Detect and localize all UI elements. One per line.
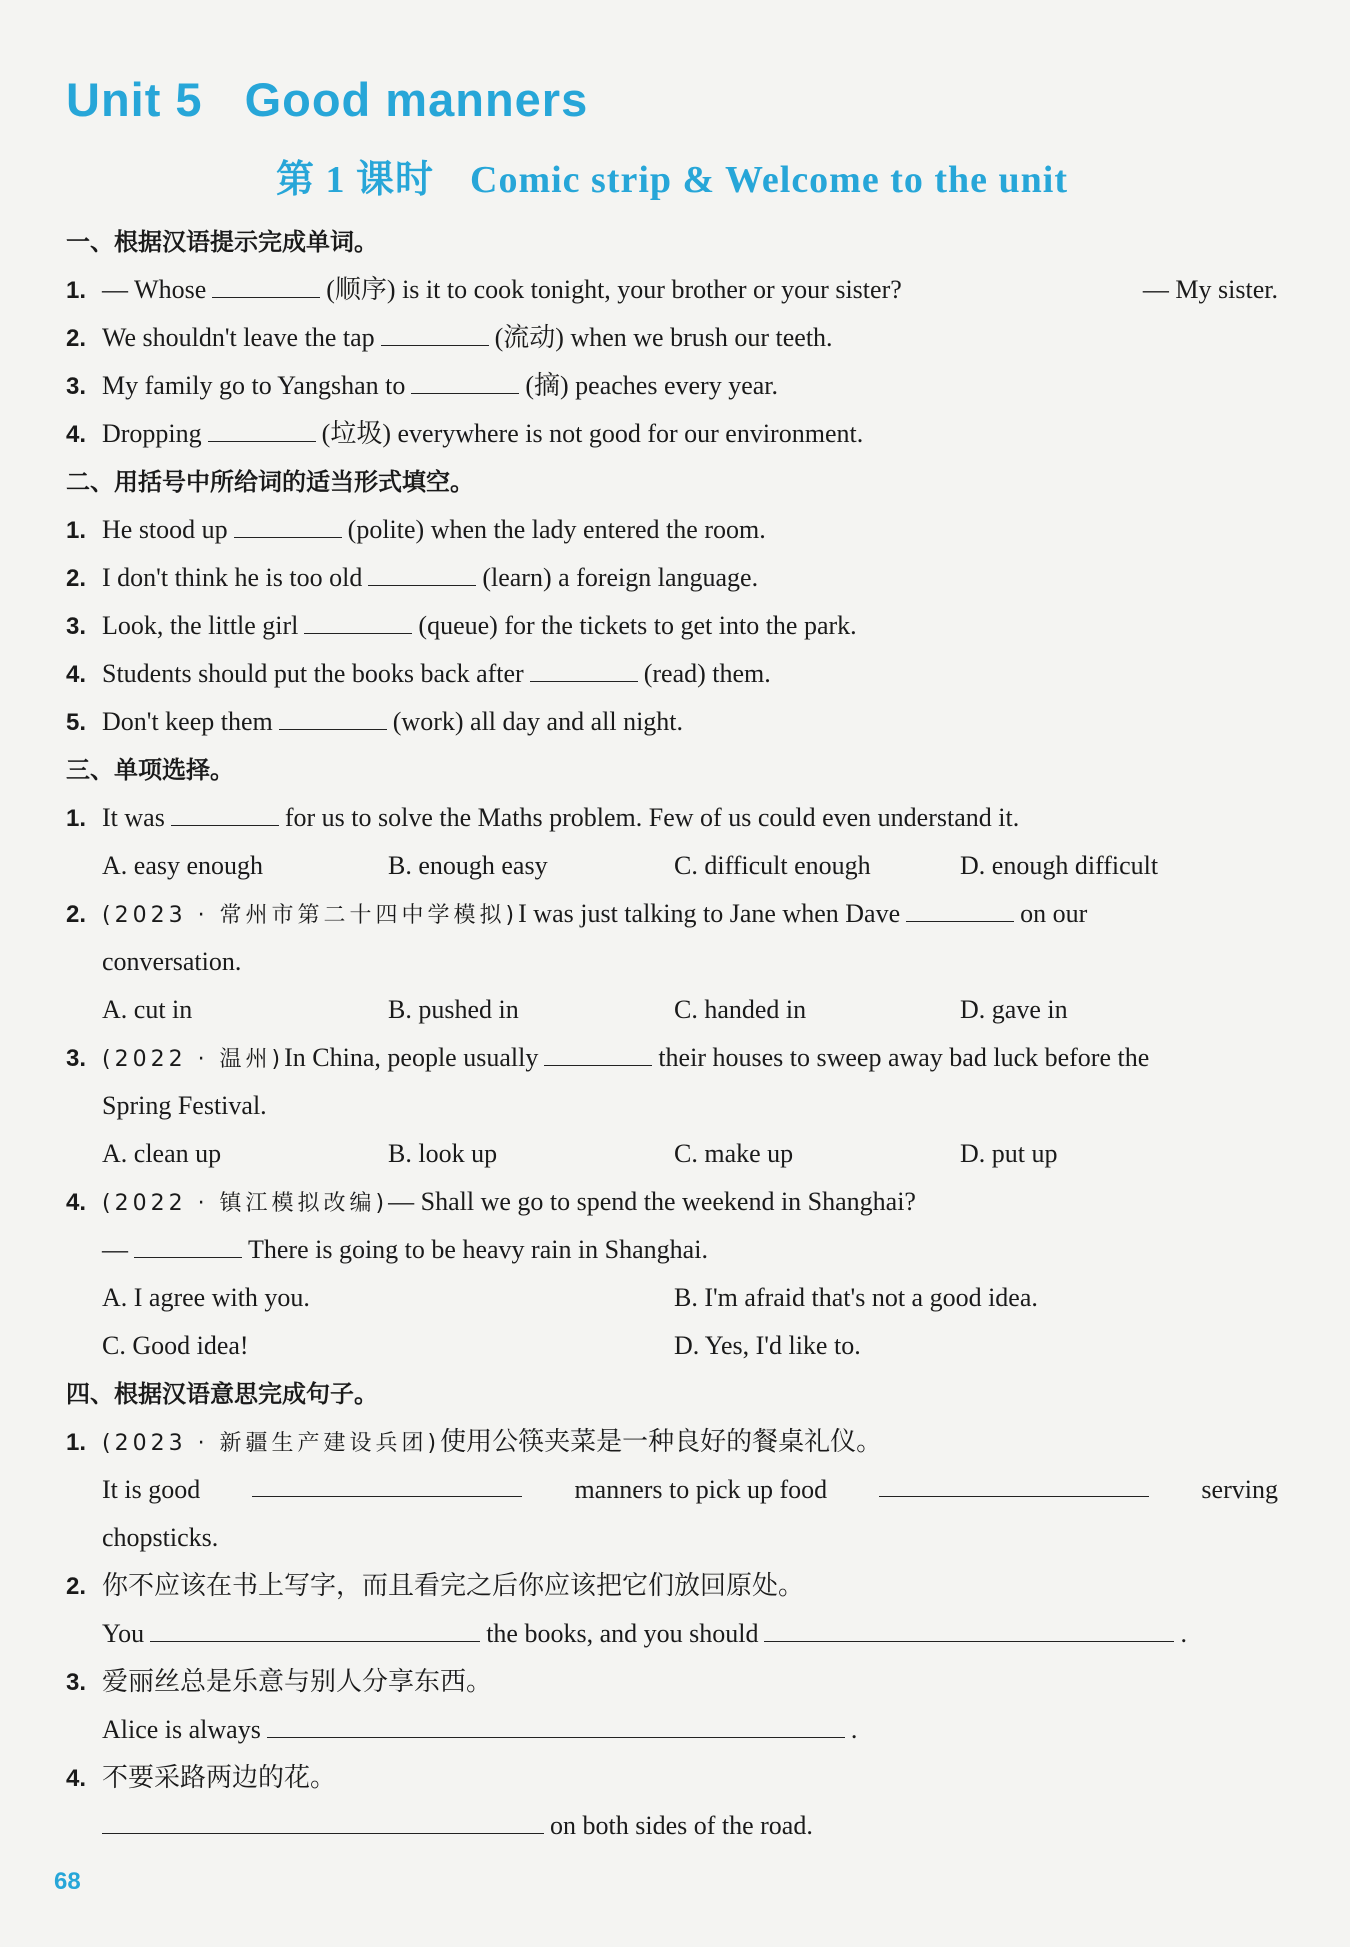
s4-q2-answer <box>66 1610 1278 1658</box>
item-number: 1. <box>66 277 87 304</box>
option-a[interactable]: A. cut in <box>102 995 193 1024</box>
s4-q1 <box>66 1418 1278 1466</box>
answer-blank[interactable] <box>267 1707 845 1738</box>
item-text: My family go to Yangshan to <box>102 371 406 400</box>
s3-q3-options <box>66 1130 1278 1178</box>
item-number: 1. <box>66 805 87 832</box>
item-number: 1. <box>66 1429 87 1456</box>
s2-item-1 <box>66 506 1278 554</box>
item-number: 1. <box>66 517 87 544</box>
item-number: 4. <box>66 661 87 688</box>
item-hint: (顺序) <box>326 275 396 304</box>
question-source: (2022 · 镇江模拟改编) <box>102 1191 389 1216</box>
item-text: We shouldn't leave the tap <box>102 323 375 352</box>
item-number: 4. <box>66 421 87 448</box>
item-text: — Whose <box>102 275 207 304</box>
answer-blank[interactable] <box>411 363 519 394</box>
item-text: Don't keep them <box>102 707 273 736</box>
option-a[interactable]: A. easy enough <box>102 851 264 880</box>
s3-q1-options <box>66 842 1278 890</box>
item-text: when the lady entered the room. <box>430 515 766 544</box>
item-text: is it to cook tonight, your brother or your sister? <box>402 275 902 304</box>
s1-item-4 <box>66 410 1278 458</box>
item-text: everywhere is not good for our environment. <box>397 419 864 448</box>
option-b[interactable]: B. look up <box>388 1139 498 1168</box>
item-text: their houses to sweep away bad luck before the <box>658 1043 1150 1072</box>
item-text: . <box>1180 1619 1187 1648</box>
answer-blank[interactable] <box>252 1466 522 1497</box>
item-hint: (垃圾) <box>321 419 391 448</box>
item-text: He stood up <box>102 515 228 544</box>
item-text: . <box>850 1715 858 1744</box>
answer-blank[interactable] <box>906 891 1014 922</box>
answer-blank[interactable] <box>134 1227 242 1258</box>
item-hint: (work) <box>392 707 464 736</box>
s3-q2-options <box>66 986 1278 1034</box>
chinese-prompt: 你不应该在书上写字，而且看完之后你应该把它们放回原处。 <box>102 1571 805 1600</box>
item-number: 4. <box>66 1765 87 1792</box>
item-number: 2. <box>66 325 87 352</box>
item-text: Students should put the books back after <box>102 659 524 688</box>
s2-item-4 <box>66 650 1278 698</box>
option-c[interactable]: C. difficult enough <box>674 851 871 880</box>
answer-blank[interactable] <box>381 315 489 346</box>
item-number: 3. <box>66 1669 87 1696</box>
item-text: on our <box>1020 899 1088 928</box>
s1-item-1 <box>66 266 1278 314</box>
unit-name: Good manners <box>244 73 589 126</box>
answer-blank[interactable] <box>879 1466 1149 1497</box>
s4-q3-answer <box>66 1706 1278 1754</box>
section2-title: 二、用括号中所给词的适当形式填空。 <box>66 468 474 496</box>
chinese-prompt: 使用公筷夹菜是一种良好的餐桌礼仪。 <box>440 1427 883 1456</box>
answer-blank[interactable] <box>102 1803 544 1834</box>
item-hint: (polite) <box>347 515 425 544</box>
option-c[interactable]: C. handed in <box>674 995 807 1024</box>
item-text: You <box>102 1619 145 1648</box>
item-text: for the tickets to get into the park. <box>504 611 857 640</box>
item-answer-text: — My sister. <box>1142 275 1278 304</box>
item-text: a foreign language. <box>558 563 759 592</box>
item-text: Dropping <box>102 419 202 448</box>
s1-item-3 <box>66 362 1278 410</box>
answer-blank[interactable] <box>212 267 320 298</box>
answer-blank[interactable] <box>234 507 342 538</box>
option-c[interactable]: C. Good idea! <box>102 1331 249 1360</box>
unit-title <box>66 58 1278 142</box>
option-d[interactable]: D. gave in <box>960 995 1068 1024</box>
item-text: — <box>102 1235 128 1264</box>
item-number: 5. <box>66 709 87 736</box>
item-number: 4. <box>66 1189 87 1216</box>
question-source: (2023 · 常州市第二十四中学模拟) <box>102 903 519 928</box>
item-text: In China, people usually <box>284 1043 539 1072</box>
answer-blank[interactable] <box>368 555 476 586</box>
section3-title: 三、单项选择。 <box>66 756 234 784</box>
item-hint: (摘) <box>525 371 569 400</box>
chinese-prompt: 爱丽丝总是乐意与别人分享东西。 <box>102 1667 493 1696</box>
item-hint: (read) <box>643 659 706 688</box>
s4-q1-cont: chopsticks. <box>102 1523 219 1552</box>
option-d[interactable]: D. enough difficult <box>960 851 1159 880</box>
s2-item-2 <box>66 554 1278 602</box>
answer-blank[interactable] <box>150 1611 480 1642</box>
item-number: 2. <box>66 565 87 592</box>
s4-q4-answer <box>66 1802 1278 1850</box>
option-c[interactable]: C. make up <box>674 1139 794 1168</box>
s3-q3-cont: Spring Festival. <box>102 1091 267 1120</box>
item-number: 3. <box>66 373 87 400</box>
s3-q3 <box>66 1034 1278 1082</box>
option-d[interactable]: D. put up <box>960 1139 1058 1168</box>
page-number: 68 <box>54 1868 81 1895</box>
unit-number: Unit 5 <box>66 73 203 126</box>
item-text: — Shall we go to spend the weekend in Shanghai? <box>388 1187 916 1216</box>
s4-q2 <box>66 1562 1278 1610</box>
item-text: I was just talking to Jane when Dave <box>518 899 901 928</box>
item-text: serving <box>1201 1475 1278 1504</box>
item-text: There is going to be heavy rain in Shanghai. <box>248 1235 708 1264</box>
answer-blank[interactable] <box>530 651 638 682</box>
s4-q1-answer <box>66 1466 1278 1514</box>
option-b[interactable]: B. pushed in <box>388 995 519 1024</box>
s3-q4 <box>66 1178 1278 1226</box>
s2-item-3 <box>66 602 1278 650</box>
s3-q4-options-row1 <box>66 1274 1278 1322</box>
item-text: the books, and you should <box>486 1619 759 1648</box>
option-d[interactable]: D. Yes, I'd like to. <box>674 1331 861 1360</box>
answer-blank[interactable] <box>279 699 387 730</box>
answer-blank[interactable] <box>544 1035 652 1066</box>
s3-q2-cont: conversation. <box>102 947 242 976</box>
s4-q3 <box>66 1658 1278 1706</box>
item-hint: (learn) <box>482 563 552 592</box>
chinese-prompt: 不要采路两边的花。 <box>102 1763 337 1792</box>
option-b[interactable]: B. enough easy <box>388 851 548 880</box>
answer-blank[interactable] <box>208 411 316 442</box>
item-text: It was <box>102 803 165 832</box>
item-number: 3. <box>66 1045 87 1072</box>
option-a[interactable]: A. I agree with you. <box>102 1283 310 1312</box>
item-text: manners to pick up food <box>574 1475 828 1504</box>
lesson-name: Comic strip & Welcome to the unit <box>470 159 1068 201</box>
section4-title: 四、根据汉语意思完成句子。 <box>66 1380 378 1408</box>
s3-q1 <box>66 794 1278 842</box>
item-hint: (queue) <box>418 611 498 640</box>
lesson-number: 第 1 课时 <box>275 159 434 201</box>
s3-q4-options-row2 <box>66 1322 1278 1370</box>
option-b[interactable]: B. I'm afraid that's not a good idea. <box>674 1283 1038 1312</box>
question-source: (2022 · 温州) <box>102 1047 285 1072</box>
s2-item-5 <box>66 698 1278 746</box>
item-number: 2. <box>66 901 87 928</box>
item-text: Look, the little girl <box>102 611 299 640</box>
s3-q2 <box>66 890 1278 938</box>
s3-q4-line2 <box>66 1226 1278 1274</box>
item-text: when we brush our teeth. <box>570 323 833 352</box>
item-text: for us to solve the Maths problem. Few of us could even understand it. <box>284 803 1020 832</box>
item-text: on both sides of the road. <box>550 1811 813 1840</box>
item-hint: (流动) <box>494 323 564 352</box>
item-number: 2. <box>66 1573 87 1600</box>
item-number: 3. <box>66 613 87 640</box>
lesson-title <box>66 142 1278 218</box>
option-a[interactable]: A. clean up <box>102 1139 222 1168</box>
item-text: Alice is always <box>102 1715 261 1744</box>
answer-blank[interactable] <box>764 1611 1174 1642</box>
s4-q4 <box>66 1754 1278 1802</box>
item-text: peaches every year. <box>575 371 778 400</box>
answer-blank[interactable] <box>171 795 279 826</box>
s1-item-2 <box>66 314 1278 362</box>
question-source: (2023 · 新疆生产建设兵团) <box>102 1431 441 1456</box>
section1-title: 一、根据汉语提示完成单词。 <box>66 228 378 256</box>
item-text: It is good <box>102 1475 201 1504</box>
answer-blank[interactable] <box>304 603 412 634</box>
item-text: all day and all night. <box>470 707 684 736</box>
item-text: I don't think he is too old <box>102 563 363 592</box>
item-text: them. <box>712 659 771 688</box>
